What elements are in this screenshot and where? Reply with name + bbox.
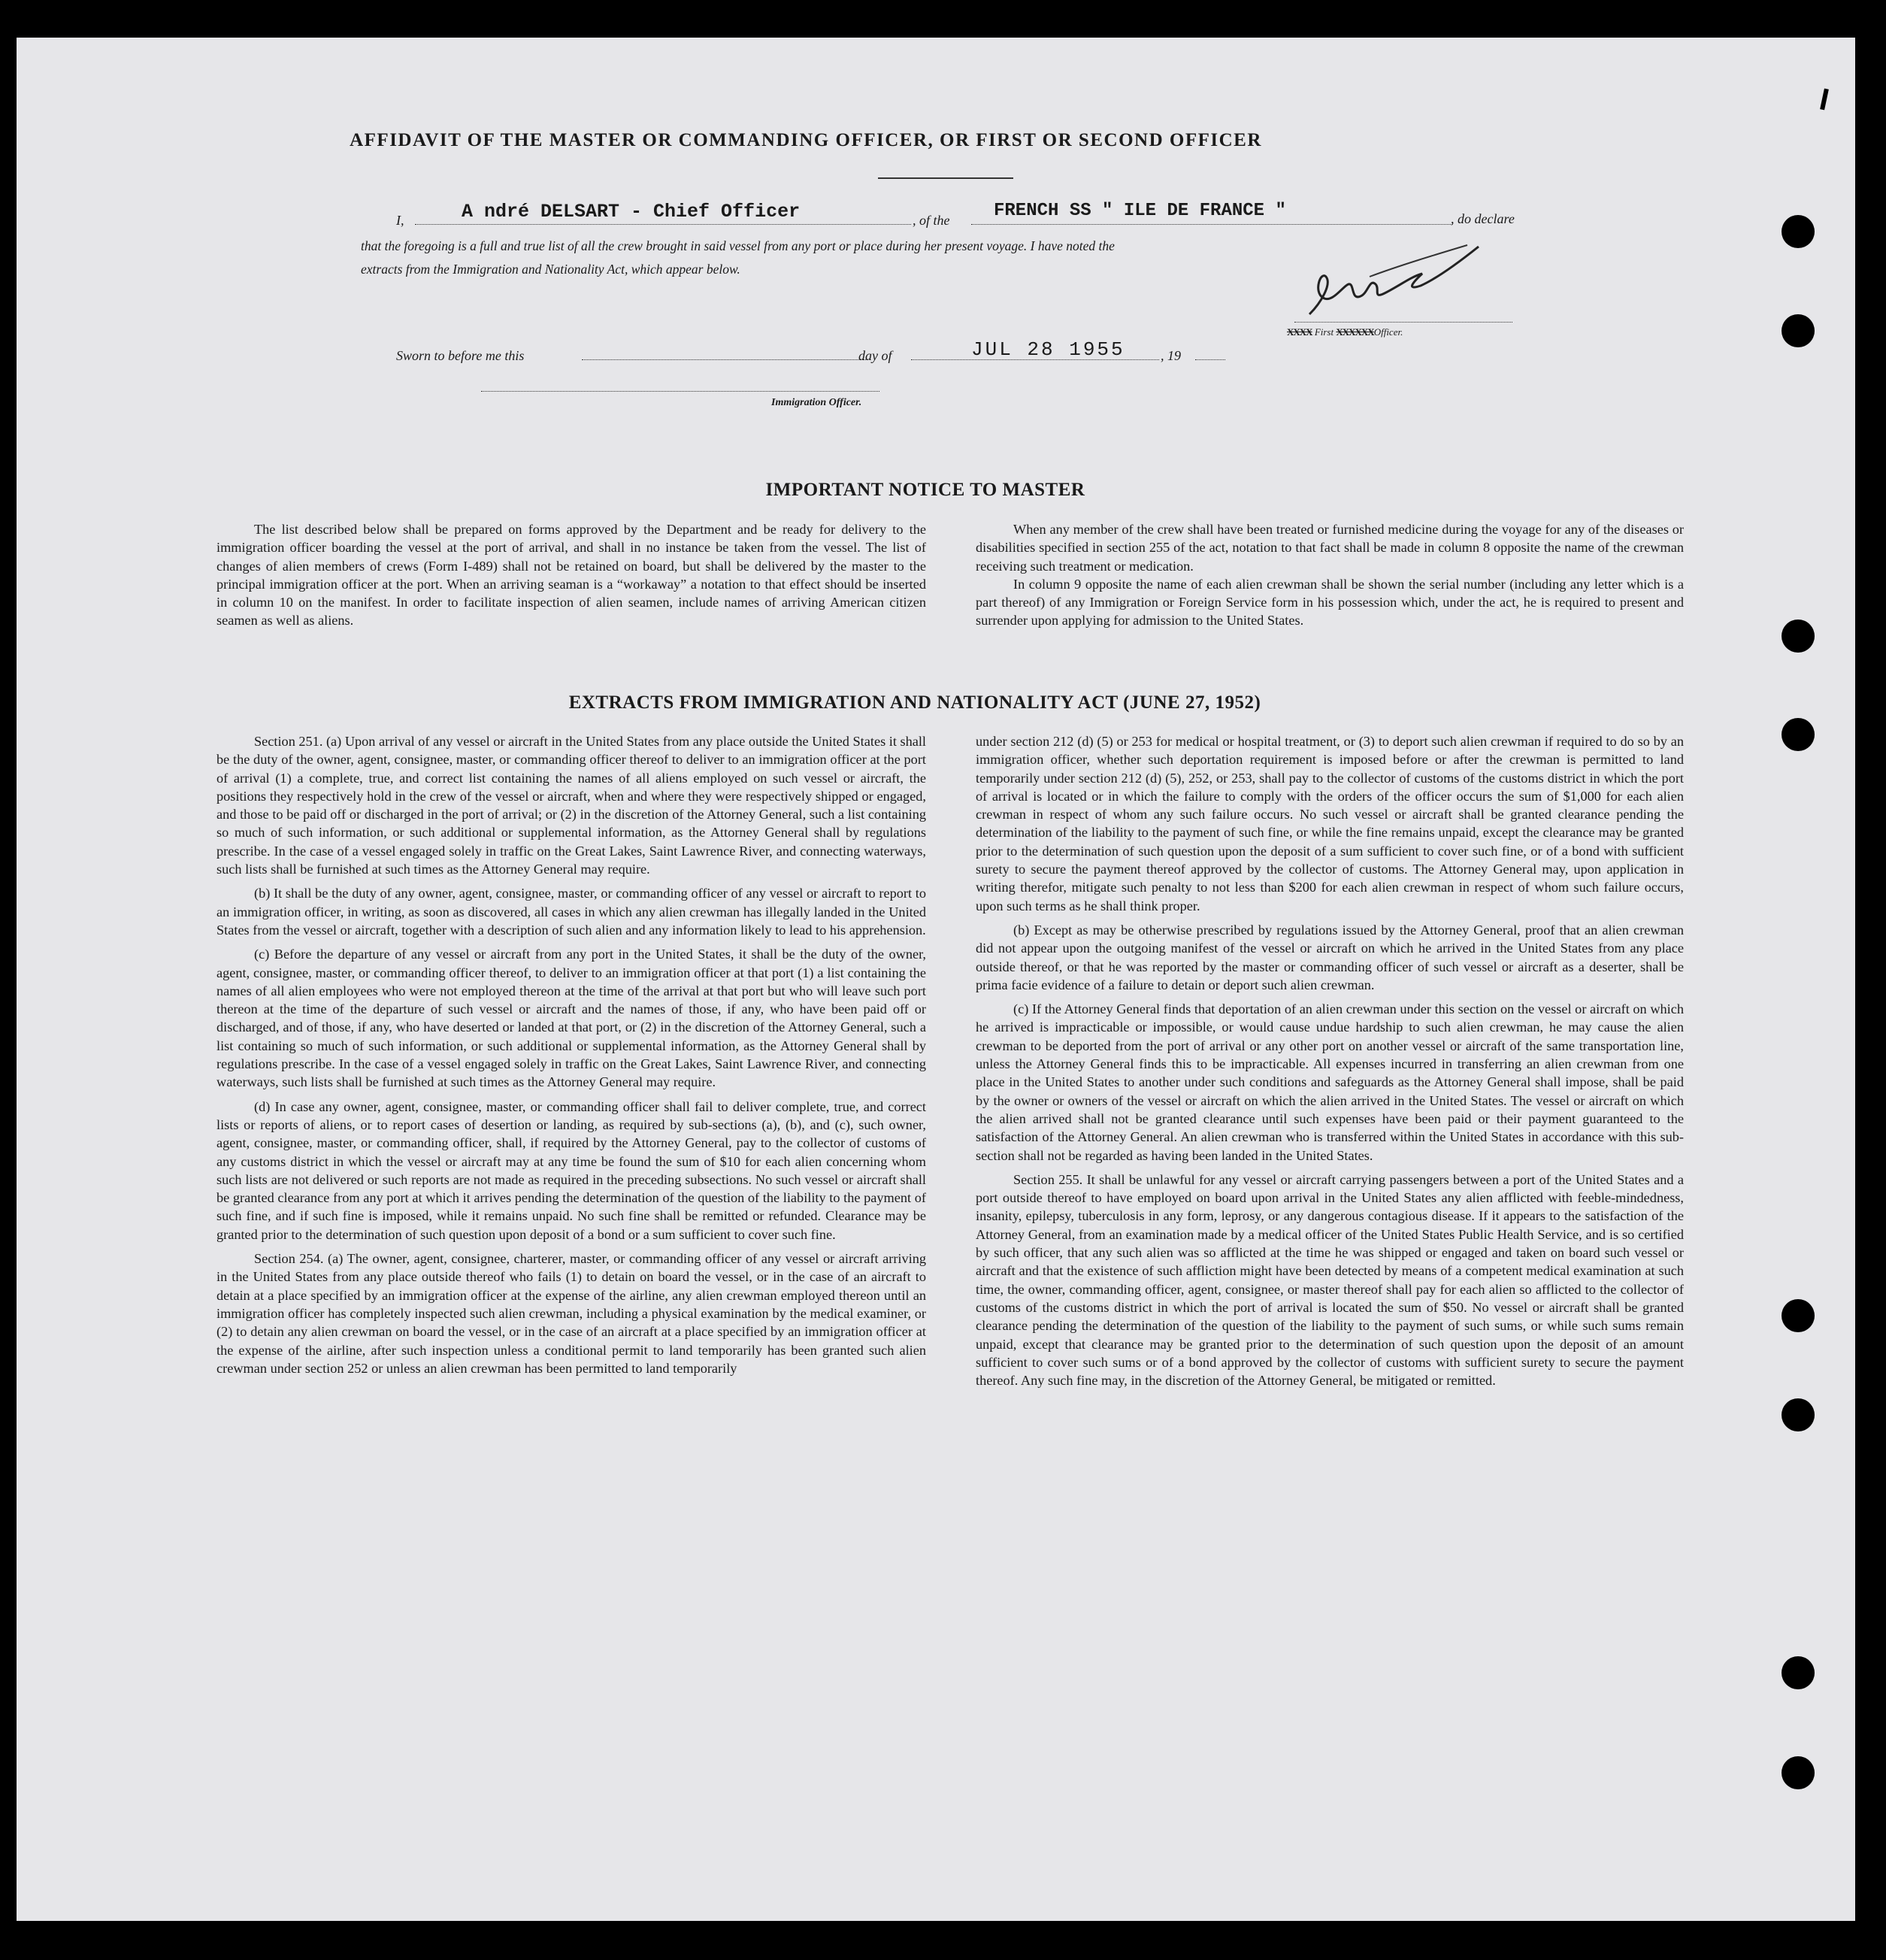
officer-signature-line: [1294, 322, 1512, 323]
title-rule: [878, 177, 1013, 179]
struck-word: XXXXXX: [1336, 326, 1374, 338]
section-255: Section 255. It shall be unlawful for any vessel or aircraft carrying passengers between a port of the United States and a port outside thereof to have employed on board upon arrival in the United States any alien afflicted with feeble-mindedness, insanity, epilepsy, tuberculosis in any form, leprosy, or any dangerous contagious disease. If it appears to the satisfaction of the Attorney General, from an examination made by a medical officer of the United States Public Health Service, and is so certified by such officer, that any such alien was so afflicted at the time he was shipped or engaged and taken on board such vessel or aircraft and that the existence of such affliction might have been detected by means of a competent medical examination at such time, the owner, commanding officer, agent, consignee, or master thereof shall pay for each alien so afflicted to the collector of customs of the customs district in which the port of arrival is located the sum of $50. No vessel or aircraft shall be granted clearance pending the determination of the question of the liability to the payment of such sums, or while such sums remain unpaid, except that clearance may be granted prior to the determination of such question upon the deposit of an amount sufficient to cover such sums or of a bond approved by the collector of customs with sufficient surety to secure the payment thereof. Any such fine may, in the discretion of the Attorney General, be mitigated or remitted.: [976, 1171, 1684, 1389]
declarant-line: [415, 224, 911, 225]
extracts-heading: EXTRACTS FROM IMMIGRATION AND NATIONALITY ACT (JUNE 27, 1952): [568, 692, 1261, 713]
binder-hole: [1782, 1756, 1815, 1789]
officer-title: [1287, 326, 1403, 338]
section-254-a: Section 254. (a) The owner, agent, consignee, charterer, master, or commanding officer of any vessel or aircraft arriving in the United States from any place outside thereof who fails (1) to detain on board the vessel, or in the case of an aircraft to detain at a place specified by an immigration officer at the expense of the airline, any alien crewman employed thereon until an immigration officer has completely inspected such alien crewman, including a physical examination by the medical examiner, or (2) to detain any alien crewman on board the vessel, or in the case of an aircraft at a place specified by an immigration officer at the expense of the airline, after such inspection unless a conditional permit to land temporarily has been granted such alien crewman under section 252 or unless an alien crewman has been permitted to land temporarily: [216, 1251, 926, 1376]
officer-suffix: Officer.: [1373, 326, 1403, 338]
section-251-a: Section 251. (a) Upon arrival of any vessel or aircraft in the United States from any place outside the United States it shall be the duty of the owner, agent, consignee, master, or commanding officer thereof to deliver to an immigration officer at the port of arrival (1) a complete, true, and correct list containing the names of all aliens employed on such vessel or aircraft, the positions they respectively hold in the crew of the vessel or aircraft, when and where they were respectively shipped or engaged, and those to be paid off or discharged in the port of arrival; or (2) in the discretion of the Attorney General, such a list containing so much of such information, or such additional or supplemental information, as the Attorney General shall by regulations prescribe. In the case of a vessel engaged solely in traffic on the Great Lakes, Saint Lawrence River, and connecting waterways, such lists shall be furnished at such times as the Attorney General may require.: [216, 734, 927, 877]
year-line: [1195, 359, 1225, 360]
notice-right-paragraph-2: In column 9 opposite the name of each alien crewman shall be shown the serial number (including any letter which is a part thereof) of any Immigration or Foreign Service form in his possession which, under the act, he is required to present and surrender upon applying for admission to the United States.: [976, 576, 1684, 629]
section-251-c: (c) Before the departure of any vessel or aircraft from any port in the United States, it shall be the duty of the owner, agent, consignee, master, or commanding officer thereof, to deliver to an immigration officer at that port (1) a list containing the names of all alien employees who were not employed thereon at the time of the arrival at that port but who will leave such port thereon at the time of the departure of such vessel or aircraft and the names of those, if any, who have been paid off or discharged, and of those, if any, who have deserted or landed at that port, or (2) in the discretion of the Attorney General, such a list containing so much of such information, or such additional or supplemental information, as the Attorney General shall by regulations prescribe. In the case of a vessel engaged solely in traffic on the Great Lakes, Saint Lawrence River, and connecting waterways, such lists shall be furnished at such times as the Attorney General may require.: [216, 947, 926, 1090]
section-251-d: (d) In case any owner, agent, consignee, master, or commanding officer shall fail to deliver complete, true, and correct lists or reports of aliens, or to report cases of desertion or landing, as required by sub-sections (a), (b), and (c), such owner, agent, consignee, master, or commanding officer, shall, if required by the Attorney General, pay to the collector of customs of any customs district in which the vessel or aircraft may at any time be found the sum of $10 for each alien concerning whom such lists are not delivered or such reports are not made as required in the preceding subsections. No such vessel or aircraft shall be granted clearance from any port at which it arrives pending the determination of the question of the liability to the payment of such fine, and if such fine is imposed, while it remains unpaid. No such fine shall be remitted or refunded. Clearance may be granted prior to the determination of such question upon deposit of a bond or a sum sufficient to cover such fine.: [216, 1098, 926, 1242]
notice-left-paragraph: The list described below shall be prepared on forms approved by the Department and be ready for delivery to the immigration officer boarding the vessel at the port of arrival, and shall in no instance be taken from the vessel. The list of changes of alien members of crews (Form I-489) shall not be retained on board, but shall be delivered by the master to the principal immigration officer at the port. When an arriving seaman is a “workaway” a notation to that effect should be inserted in column 10 on the manifest. In order to facilitate inspection of alien seamen, include names of arriving American citizen seamen as well as aliens.: [216, 522, 926, 629]
affidavit-title: AFFIDAVIT OF THE MASTER OR COMMANDING OFFICER, OR FIRST OR SECOND OFFICER: [350, 130, 1262, 150]
declaration-line-2: that the foregoing is a full and true list of all the crew brought in said vessel from any port or place during her present voyage. I have noted the: [361, 238, 1115, 253]
binder-hole: [1782, 620, 1815, 653]
of-the-label: , of the: [913, 213, 950, 228]
vessel-name: FRENCH SS " ILE DE FRANCE ": [994, 201, 1286, 221]
notice-heading: IMPORTANT NOTICE TO MASTER: [765, 480, 1085, 500]
officer-signature: [1279, 232, 1490, 329]
declaration-line-3: extracts from the Immigration and Nationality Act, which appear below.: [361, 262, 740, 277]
binder-hole: [1782, 215, 1815, 248]
binder-hole: [1782, 718, 1815, 751]
sworn-date: JUL 28 1955: [971, 338, 1125, 361]
immigration-officer-line: [481, 391, 879, 392]
binder-hole: [1782, 1398, 1815, 1431]
extracts-left-column: [216, 732, 926, 1383]
sworn-label: Sworn to before me this: [396, 348, 525, 363]
notice-left-column: [216, 520, 926, 636]
notice-right-paragraph-1: When any member of the crew shall have been treated or furnished medicine during the voyage for any of the diseases or disabilities specified in section 255 of the act, notation to that fact shall be made in column 8 opposite the name of the crewman receiving such treatment or medication.: [976, 522, 1684, 574]
declarant-name: A ndré DELSART - Chief Officer: [462, 201, 801, 223]
immigration-officer-label: Immigration Officer.: [771, 397, 862, 408]
sworn-line: [582, 359, 867, 360]
struck-word: XXXX: [1287, 326, 1312, 338]
binder-hole: [1782, 1656, 1815, 1689]
section-254-b: (b) Except as may be otherwise prescribed by regulations issued by the Attorney General, proof that an alien crewman did not appear upon the outgoing manifest of the vessel or aircraft on which he arrived in the United States from any place outside thereof, or that he was reported by the master or commanding officer of such vessel or aircraft as a deserter, shall be prima facie evidence of a failure to detain or deport such alien crewman.: [976, 922, 1684, 992]
section-251-b: (b) It shall be the duty of any owner, agent, consignee, master, or commanding officer of any vessel or aircraft to report to an immigration officer, in writing, as soon as discovered, all cases in which any alien crewman has illegally landed in the United States from the vessel or aircraft, together with a description of such alien and any information likely to lead to his apprehension.: [216, 886, 926, 938]
officer-first-label: First: [1314, 326, 1334, 338]
section-254-a-continued: under section 212 (d) (5) or 253 for medical or hospital treatment, or (3) to deport such alien crewman if required to do so by an immigration officer, whether such deportation requirement is imposed before or after the crewman is permitted to land temporarily under section 212 (d) (5), 252, or 253, shall pay to the collector of customs of the customs district in which the port of arrival is located or in which the failure to comply with the orders of the officer occurs the sum of $1,000 for each alien crewman in respect of whom any such failure occurs. No such vessel or aircraft shall be granted clearance pending the determination of the liability to the payment of such fine, or while the fine remains unpaid, except the clearance may be granted prior to the determination of such question upon the deposit of a sum sufficient to cover such fine, or of a bond with sufficient surety to secure the payment thereof approved by the collector of customs. The Attorney General may, upon application in writing therefor, mitigate such penalty to not less than $200 for each alien crewman in respect of whom such failure occurs, upon such terms as he shall think proper.: [976, 734, 1684, 913]
corner-mark: [1820, 89, 1829, 111]
do-declare-label: , do declare: [1451, 211, 1515, 226]
binder-hole: [1782, 1299, 1815, 1332]
notice-right-column: [976, 520, 1684, 636]
section-254-c: (c) If the Attorney General finds that deportation of an alien crewman under this section on the vessel or aircraft on which he arrived is impracticable or impossible, or would cause undue hardship to such alien crewman, he may cause the alien crewman to be deported from the port of arrival or any other port on another vessel or aircraft of the same transportation line, unless the Attorney General finds this to be impracticable. All expenses incurred in transferring an alien crewman from one place in the United States to another under such conditions and safeguards as the Attorney General shall impose, shall be paid by the owner or owners of the vessel or aircraft on which the alien arrived in the United States. The vessel or aircraft on which the alien arrived shall not be granted clearance until such expenses have been paid or their payment guaranteed to the satisfaction of the Attorney General. An alien crewman who is transferred within the United States in accordance with this sub-section shall not be regarded as having been landed in the United States.: [976, 1001, 1684, 1163]
i-label: I,: [396, 213, 404, 228]
day-of-label: day of: [858, 348, 892, 363]
vessel-line: [971, 224, 1452, 225]
extracts-right-column: [976, 732, 1684, 1395]
nineteen-label: , 19: [1161, 348, 1181, 363]
binder-hole: [1782, 314, 1815, 347]
document-page: [17, 38, 1855, 1921]
